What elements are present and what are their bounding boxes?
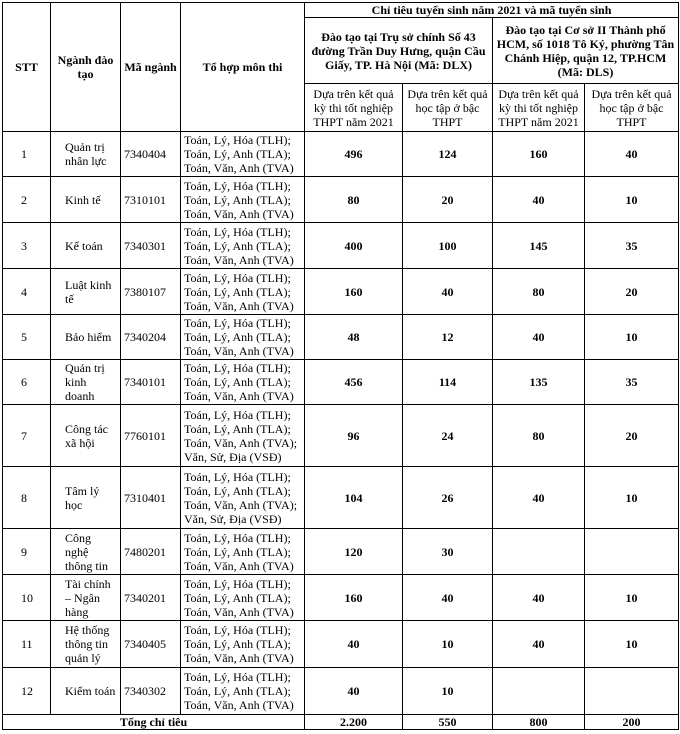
row-nganh: Kiểm toán — [51, 668, 121, 715]
combo-line: Toán, Văn, Anh (TVA) — [184, 389, 294, 403]
row-stt: 11 — [3, 621, 51, 668]
row-hcm-thpt — [493, 668, 585, 715]
table-row — [3, 621, 679, 668]
row-hn-thpt: 160 — [305, 269, 403, 315]
combo-line: Toán, Lý, Hóa (TLH); — [184, 316, 291, 330]
combo-line: Toán, Văn, Anh (TVA) — [184, 298, 294, 313]
header-hcm-thpt: Dựa trên kết quả kỳ thi tốt nghiệp THPT năm 2021 — [493, 84, 585, 132]
row-hn-thpt: 120 — [305, 529, 403, 575]
header-chi-tieu: Chỉ tiêu tuyển sinh năm 2021 và mã tuyển sinh — [305, 3, 679, 18]
combo-line: Toán, Văn, Anh (TVA) — [184, 252, 294, 267]
row-to-hop — [181, 405, 305, 467]
combo-line: Toán, Văn, Anh (TVA); — [184, 435, 298, 450]
row-ma-nganh: 7760101 — [121, 405, 181, 467]
combo-line: Toán, Văn, Anh (TVA) — [184, 558, 294, 573]
row-ma-nganh: 7340301 — [121, 223, 181, 269]
combo-line: Toán, Lý, Hóa (TLH); — [184, 530, 291, 545]
row-nganh: Công tác xã hội — [51, 405, 121, 467]
row-ma-nganh: 7340404 — [121, 132, 181, 177]
combo-line: Toán, Lý, Anh (TLA); — [184, 192, 291, 207]
row-hn-hoctap: 10 — [403, 621, 493, 668]
row-hcm-hoctap: 10 — [585, 177, 679, 223]
row-ma-nganh: 7340201 — [121, 575, 181, 621]
combo-line: Toán, Lý, Anh (TLA); — [184, 421, 291, 436]
row-to-hop — [181, 668, 305, 715]
header-hn-hoctap: Dựa trên kết quả học tập ở bậc THPT — [403, 84, 493, 132]
row-ma-nganh: 7480201 — [121, 529, 181, 575]
row-hn-thpt: 456 — [305, 360, 403, 405]
row-hn-thpt: 40 — [305, 668, 403, 715]
row-ma-nganh: 7310401 — [121, 467, 181, 529]
row-nganh: Kế toán — [51, 223, 121, 269]
combo-line: Toán, Lý, Hóa (TLH); — [184, 270, 291, 285]
row-to-hop — [181, 132, 305, 177]
row-ma-nganh: 7340101 — [121, 360, 181, 405]
row-hcm-thpt — [493, 529, 585, 575]
combo-line: Toán, Lý, Hóa (TLH); — [184, 224, 291, 239]
total-label: Tổng chỉ tiêu — [3, 715, 305, 730]
row-ma-nganh: 7310101 — [121, 177, 181, 223]
total-hcm-hoctap: 200 — [585, 715, 679, 730]
header-to-hop: Tổ hợp môn thi — [181, 3, 305, 132]
total-row — [3, 715, 679, 730]
combo-line: Toán, Lý, Anh (TLA); — [184, 147, 291, 161]
row-hcm-hoctap: 20 — [585, 405, 679, 467]
row-hn-thpt: 80 — [305, 177, 403, 223]
row-stt: 4 — [3, 269, 51, 315]
row-hcm-thpt: 40 — [493, 467, 585, 529]
row-stt: 10 — [3, 575, 51, 621]
table-row — [3, 315, 679, 360]
row-nganh: Bảo hiểm — [51, 315, 121, 360]
combo-line: Toán, Lý, Anh (TLA); — [184, 284, 291, 299]
row-hcm-hoctap: 20 — [585, 269, 679, 315]
combo-line: Toán, Lý, Hóa (TLH); — [184, 576, 291, 591]
row-hn-hoctap: 30 — [403, 529, 493, 575]
row-hn-hoctap: 40 — [403, 575, 493, 621]
row-hn-hoctap: 12 — [403, 315, 493, 360]
row-stt: 7 — [3, 405, 51, 467]
combo-line: Toán, Lý, Anh (TLA); — [184, 684, 291, 698]
row-hcm-thpt: 135 — [493, 360, 585, 405]
row-hn-thpt: 40 — [305, 621, 403, 668]
row-to-hop — [181, 177, 305, 223]
row-stt: 6 — [3, 360, 51, 405]
row-hcm-hoctap: 10 — [585, 575, 679, 621]
table-body — [3, 132, 679, 715]
row-hcm-hoctap — [585, 529, 679, 575]
row-hn-hoctap: 114 — [403, 360, 493, 405]
row-hn-hoctap: 40 — [403, 269, 493, 315]
admission-quota-table — [2, 2, 679, 730]
row-stt: 2 — [3, 177, 51, 223]
row-hcm-thpt: 160 — [493, 132, 585, 177]
combo-line: Toán, Lý, Anh (TLA); — [184, 544, 291, 559]
combo-line: Toán, Văn, Anh (TVA) — [184, 698, 294, 712]
row-hcm-thpt: 80 — [493, 269, 585, 315]
row-to-hop — [181, 315, 305, 360]
row-hn-hoctap: 10 — [403, 668, 493, 715]
table-row — [3, 223, 679, 269]
table-row — [3, 177, 679, 223]
row-stt: 9 — [3, 529, 51, 575]
row-ma-nganh: 7380107 — [121, 269, 181, 315]
table-row — [3, 467, 679, 529]
row-hcm-hoctap — [585, 668, 679, 715]
header-hcm-hoctap: Dựa trên kết quả học tập ở bậc THPT — [585, 84, 679, 132]
total-hcm-thpt: 800 — [493, 715, 585, 730]
row-to-hop — [181, 621, 305, 668]
row-hn-thpt: 400 — [305, 223, 403, 269]
combo-line: Toán, Văn, Anh (TVA); — [184, 497, 298, 512]
row-stt: 5 — [3, 315, 51, 360]
row-stt: 3 — [3, 223, 51, 269]
table-row — [3, 360, 679, 405]
row-nganh: Tài chính – Ngân hàng — [51, 575, 121, 621]
combo-line: Toán, Lý, Hóa (TLH); — [184, 407, 291, 422]
row-nganh: Quản trị kinh doanh — [51, 360, 121, 405]
row-ma-nganh: 7340204 — [121, 315, 181, 360]
combo-line: Toán, Văn, Anh (TVA) — [184, 604, 294, 619]
total-hn-hoctap: 550 — [403, 715, 493, 730]
header-ma-nganh: Mã ngành — [121, 3, 181, 132]
combo-line: Toán, Văn, Anh (TVA) — [184, 161, 294, 175]
row-to-hop — [181, 360, 305, 405]
combo-line: Toán, Lý, Hóa (TLH); — [184, 361, 291, 375]
row-nganh: Luật kinh tế — [51, 269, 121, 315]
row-hcm-thpt: 40 — [493, 621, 585, 668]
row-hcm-thpt: 40 — [493, 575, 585, 621]
combo-line: Toán, Văn, Anh (TVA) — [184, 344, 294, 358]
combo-line: Toán, Lý, Anh (TLA); — [184, 330, 291, 344]
row-hcm-hoctap: 35 — [585, 360, 679, 405]
combo-line: Toán, Lý, Hóa (TLH); — [184, 469, 291, 484]
row-hcm-hoctap: 10 — [585, 315, 679, 360]
row-hn-thpt: 48 — [305, 315, 403, 360]
table-row — [3, 405, 679, 467]
row-hcm-thpt: 80 — [493, 405, 585, 467]
row-hcm-thpt: 40 — [493, 315, 585, 360]
row-hcm-hoctap: 10 — [585, 467, 679, 529]
row-hn-thpt: 496 — [305, 132, 403, 177]
header-campus-hn: Đào tạo tại Trụ sở chính Số 43 đường Trần Duy Hưng, quận Cầu Giấy, TP. Hà Nội (Mã: DLX) — [305, 18, 493, 84]
row-to-hop — [181, 269, 305, 315]
row-stt: 8 — [3, 467, 51, 529]
row-hcm-hoctap: 40 — [585, 132, 679, 177]
row-nganh: Kinh tế — [51, 177, 121, 223]
combo-line: Toán, Văn, Anh (TVA) — [184, 206, 294, 221]
combo-line: Toán, Lý, Anh (TLA); — [184, 637, 291, 651]
row-nganh: Hệ thống thông tin quản lý — [51, 621, 121, 668]
row-nganh: Tâm lý học — [51, 467, 121, 529]
table-row — [3, 529, 679, 575]
row-to-hop — [181, 575, 305, 621]
row-hn-hoctap: 26 — [403, 467, 493, 529]
row-to-hop — [181, 467, 305, 529]
row-stt: 1 — [3, 132, 51, 177]
combo-line: Văn, Sử, Địa (VSĐ) — [184, 449, 282, 464]
row-hn-hoctap: 124 — [403, 132, 493, 177]
row-ma-nganh: 7340302 — [121, 668, 181, 715]
combo-line: Toán, Lý, Anh (TLA); — [184, 375, 291, 389]
table-row — [3, 668, 679, 715]
combo-line: Toán, Lý, Anh (TLA); — [184, 590, 291, 605]
combo-line: Toán, Lý, Hóa (TLH); — [184, 178, 291, 193]
combo-line: Toán, Lý, Anh (TLA); — [184, 483, 291, 498]
row-ma-nganh: 7340405 — [121, 621, 181, 668]
row-hn-hoctap: 24 — [403, 405, 493, 467]
header-nganh: Ngành đào tạo — [51, 3, 121, 132]
row-stt: 12 — [3, 668, 51, 715]
combo-line: Toán, Văn, Anh (TVA) — [184, 651, 294, 665]
header-stt: STT — [3, 3, 51, 132]
row-hcm-hoctap: 10 — [585, 621, 679, 668]
row-hn-thpt: 96 — [305, 405, 403, 467]
combo-line: Toán, Lý, Hóa (TLH); — [184, 623, 291, 637]
combo-line: Toán, Lý, Anh (TLA); — [184, 238, 291, 253]
row-hcm-hoctap: 35 — [585, 223, 679, 269]
row-hcm-thpt: 40 — [493, 177, 585, 223]
total-hn-thpt: 2.200 — [305, 715, 403, 730]
row-nganh: Công nghệ thông tin — [51, 529, 121, 575]
row-hn-thpt: 104 — [305, 467, 403, 529]
table-row — [3, 132, 679, 177]
combo-line: Văn, Sử, Địa (VSĐ) — [184, 511, 282, 526]
row-to-hop — [181, 529, 305, 575]
combo-line: Toán, Lý, Hóa (TLH); — [184, 670, 291, 684]
table-row — [3, 269, 679, 315]
row-hcm-thpt: 145 — [493, 223, 585, 269]
row-hn-thpt: 160 — [305, 575, 403, 621]
row-nganh: Quản trị nhân lực — [51, 132, 121, 177]
row-hn-hoctap: 20 — [403, 177, 493, 223]
row-hn-hoctap: 100 — [403, 223, 493, 269]
combo-line: Toán, Lý, Hóa (TLH); — [184, 133, 291, 147]
header-hn-thpt: Dựa trên kết quả kỳ thi tốt nghiệp THPT năm 2021 — [305, 84, 403, 132]
table-row — [3, 575, 679, 621]
row-to-hop — [181, 223, 305, 269]
header-campus-hcm: Đào tạo tại Cơ sở II Thành phố HCM, số 1018 Tô Ký, phường Tân Chánh Hiệp, quận 12, TP.HCM (Mã: DLS) — [493, 18, 679, 84]
